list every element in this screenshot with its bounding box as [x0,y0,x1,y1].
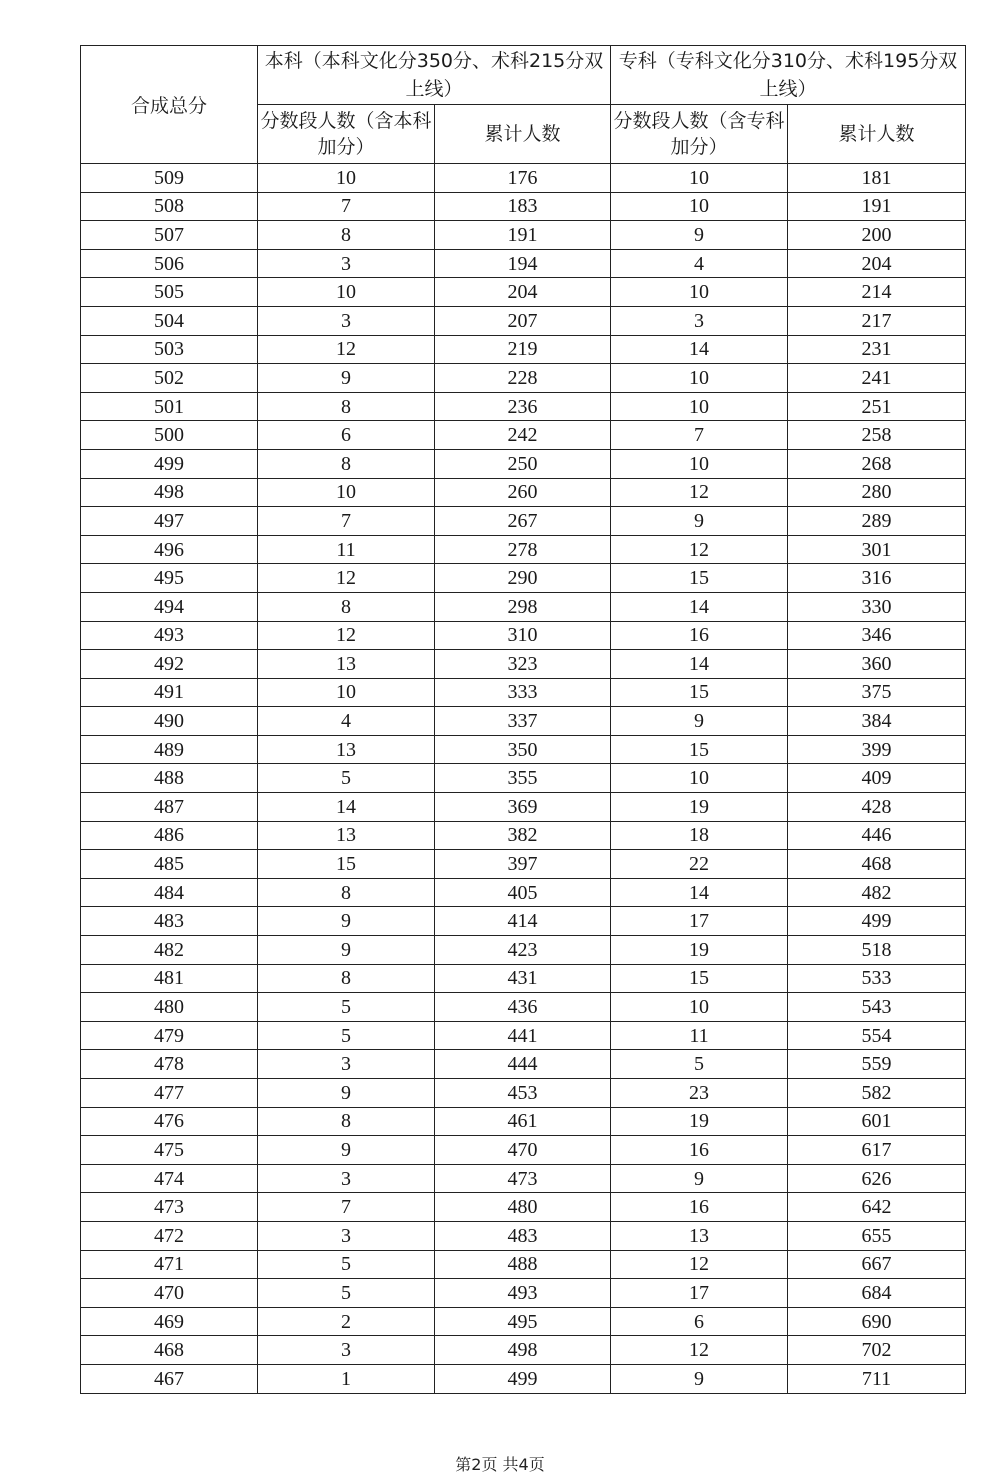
cell-undergrad-band: 10 [258,678,435,707]
cell-junior-band: 10 [611,164,788,193]
cell-undergrad-cumulative: 369 [435,793,611,822]
cell-total-score: 504 [81,306,258,335]
table-row [81,164,966,193]
cell-junior-cumulative: 191 [788,192,966,221]
cell-junior-band: 11 [611,1021,788,1050]
cell-undergrad-cumulative: 204 [435,278,611,307]
cell-total-score: 505 [81,278,258,307]
cell-undergrad-cumulative: 333 [435,678,611,707]
cell-total-score: 509 [81,164,258,193]
cell-undergrad-cumulative: 431 [435,964,611,993]
header-undergrad-cumulative: 累计人数 [435,105,611,164]
cell-junior-band: 16 [611,621,788,650]
table-row [81,1021,966,1050]
cell-undergrad-band: 3 [258,1336,435,1365]
cell-undergrad-band: 8 [258,221,435,250]
cell-junior-cumulative: 204 [788,249,966,278]
cell-junior-cumulative: 280 [788,478,966,507]
table-row [81,907,966,936]
cell-undergrad-band: 12 [258,564,435,593]
score-distribution-table [80,45,966,1394]
cell-undergrad-cumulative: 183 [435,192,611,221]
cell-undergrad-band: 5 [258,1279,435,1308]
cell-total-score: 495 [81,564,258,593]
cell-junior-band: 17 [611,1279,788,1308]
table-row [81,1364,966,1393]
table-row [81,1279,966,1308]
cell-junior-band: 14 [611,335,788,364]
table-row [81,1193,966,1222]
table-row [81,1107,966,1136]
cell-undergrad-cumulative: 355 [435,764,611,793]
cell-undergrad-band: 5 [258,764,435,793]
cell-junior-band: 9 [611,1364,788,1393]
cell-undergrad-band: 9 [258,907,435,936]
table-row [81,1079,966,1108]
cell-undergrad-cumulative: 495 [435,1307,611,1336]
cell-undergrad-cumulative: 278 [435,535,611,564]
cell-undergrad-cumulative: 219 [435,335,611,364]
cell-undergrad-cumulative: 310 [435,621,611,650]
cell-junior-cumulative: 251 [788,392,966,421]
table-row [81,878,966,907]
cell-total-score: 473 [81,1193,258,1222]
page-number: 第2页 共4页 [455,1455,545,1474]
cell-junior-band: 22 [611,850,788,879]
cell-total-score: 469 [81,1307,258,1336]
cell-undergrad-band: 9 [258,936,435,965]
cell-junior-band: 10 [611,278,788,307]
cell-junior-cumulative: 268 [788,449,966,478]
cell-junior-cumulative: 346 [788,621,966,650]
cell-total-score: 468 [81,1336,258,1365]
cell-junior-band: 3 [611,306,788,335]
table-row [81,821,966,850]
cell-junior-cumulative: 617 [788,1136,966,1165]
cell-undergrad-band: 9 [258,364,435,393]
cell-undergrad-band: 5 [258,1250,435,1279]
cell-junior-cumulative: 626 [788,1164,966,1193]
cell-junior-band: 4 [611,249,788,278]
cell-junior-cumulative: 655 [788,1221,966,1250]
cell-junior-cumulative: 316 [788,564,966,593]
table-row [81,478,966,507]
cell-junior-band: 9 [611,221,788,250]
cell-total-score: 508 [81,192,258,221]
cell-junior-cumulative: 214 [788,278,966,307]
cell-undergrad-band: 13 [258,735,435,764]
table-row [81,1164,966,1193]
cell-undergrad-band: 9 [258,1136,435,1165]
cell-junior-band: 14 [611,878,788,907]
cell-junior-cumulative: 200 [788,221,966,250]
cell-undergrad-band: 3 [258,249,435,278]
table-row [81,335,966,364]
cell-total-score: 506 [81,249,258,278]
cell-undergrad-band: 3 [258,1164,435,1193]
cell-undergrad-band: 13 [258,821,435,850]
cell-undergrad-band: 7 [258,1193,435,1222]
table-row [81,421,966,450]
cell-junior-cumulative: 499 [788,907,966,936]
cell-undergrad-band: 12 [258,335,435,364]
cell-junior-band: 12 [611,535,788,564]
cell-junior-cumulative: 375 [788,678,966,707]
cell-undergrad-cumulative: 480 [435,1193,611,1222]
table-row [81,764,966,793]
cell-total-score: 497 [81,507,258,536]
cell-undergrad-band: 3 [258,1050,435,1079]
cell-undergrad-band: 8 [258,392,435,421]
cell-total-score: 507 [81,221,258,250]
cell-undergrad-band: 7 [258,192,435,221]
cell-total-score: 503 [81,335,258,364]
table-row [81,707,966,736]
cell-undergrad-band: 10 [258,278,435,307]
cell-undergrad-band: 4 [258,707,435,736]
cell-undergrad-cumulative: 298 [435,592,611,621]
cell-undergrad-band: 8 [258,964,435,993]
cell-total-score: 487 [81,793,258,822]
table-row [81,850,966,879]
table-row [81,993,966,1022]
cell-undergrad-cumulative: 337 [435,707,611,736]
table-body [81,164,966,1394]
table-row [81,392,966,421]
cell-undergrad-cumulative: 470 [435,1136,611,1165]
cell-undergrad-cumulative: 260 [435,478,611,507]
cell-junior-cumulative: 301 [788,535,966,564]
header-junior-group: 专科（专科文化分310分、术科195分双上线） [611,46,966,105]
cell-junior-band: 10 [611,449,788,478]
cell-undergrad-cumulative: 250 [435,449,611,478]
header-row-group [81,46,966,105]
cell-junior-band: 9 [611,507,788,536]
table-row [81,650,966,679]
table-row [81,507,966,536]
table-row [81,249,966,278]
cell-total-score: 483 [81,907,258,936]
cell-undergrad-cumulative: 194 [435,249,611,278]
cell-junior-cumulative: 711 [788,1364,966,1393]
cell-junior-band: 9 [611,1164,788,1193]
cell-total-score: 478 [81,1050,258,1079]
cell-undergrad-band: 6 [258,421,435,450]
cell-total-score: 467 [81,1364,258,1393]
cell-junior-cumulative: 667 [788,1250,966,1279]
cell-junior-cumulative: 642 [788,1193,966,1222]
cell-junior-band: 16 [611,1193,788,1222]
cell-total-score: 491 [81,678,258,707]
cell-undergrad-cumulative: 228 [435,364,611,393]
cell-undergrad-band: 15 [258,850,435,879]
table-row [81,735,966,764]
cell-junior-cumulative: 559 [788,1050,966,1079]
cell-junior-band: 14 [611,650,788,679]
cell-junior-cumulative: 409 [788,764,966,793]
cell-total-score: 476 [81,1107,258,1136]
table-row [81,535,966,564]
cell-junior-cumulative: 554 [788,1021,966,1050]
cell-total-score: 471 [81,1250,258,1279]
cell-junior-cumulative: 690 [788,1307,966,1336]
table-row [81,964,966,993]
cell-junior-band: 23 [611,1079,788,1108]
cell-undergrad-band: 9 [258,1079,435,1108]
cell-total-score: 492 [81,650,258,679]
cell-junior-cumulative: 543 [788,993,966,1022]
cell-junior-band: 17 [611,907,788,936]
header-undergrad-band: 分数段人数（含本科加分） [258,105,435,164]
cell-junior-band: 10 [611,392,788,421]
cell-junior-cumulative: 241 [788,364,966,393]
cell-junior-band: 5 [611,1050,788,1079]
cell-undergrad-cumulative: 414 [435,907,611,936]
cell-undergrad-cumulative: 444 [435,1050,611,1079]
cell-junior-cumulative: 601 [788,1107,966,1136]
cell-undergrad-cumulative: 499 [435,1364,611,1393]
cell-junior-band: 15 [611,678,788,707]
cell-undergrad-cumulative: 382 [435,821,611,850]
cell-undergrad-band: 3 [258,306,435,335]
cell-undergrad-band: 14 [258,793,435,822]
table-row [81,793,966,822]
cell-junior-cumulative: 360 [788,650,966,679]
cell-junior-band: 10 [611,993,788,1022]
cell-junior-band: 9 [611,707,788,736]
cell-undergrad-cumulative: 350 [435,735,611,764]
cell-total-score: 480 [81,993,258,1022]
cell-undergrad-cumulative: 483 [435,1221,611,1250]
cell-junior-band: 13 [611,1221,788,1250]
cell-undergrad-cumulative: 323 [435,650,611,679]
header-undergrad-group: 本科（本科文化分350分、术科215分双上线） [258,46,611,105]
cell-junior-band: 16 [611,1136,788,1165]
cell-undergrad-cumulative: 436 [435,993,611,1022]
cell-undergrad-band: 8 [258,1107,435,1136]
cell-junior-band: 15 [611,964,788,993]
cell-junior-band: 19 [611,936,788,965]
cell-undergrad-band: 13 [258,650,435,679]
cell-undergrad-band: 8 [258,592,435,621]
cell-undergrad-band: 5 [258,993,435,1022]
cell-total-score: 498 [81,478,258,507]
cell-total-score: 479 [81,1021,258,1050]
cell-total-score: 496 [81,535,258,564]
table-row [81,1221,966,1250]
table-row [81,364,966,393]
table-row [81,564,966,593]
cell-junior-cumulative: 428 [788,793,966,822]
table-row [81,592,966,621]
cell-undergrad-cumulative: 488 [435,1250,611,1279]
cell-undergrad-cumulative: 498 [435,1336,611,1365]
cell-undergrad-band: 8 [258,449,435,478]
cell-total-score: 490 [81,707,258,736]
cell-total-score: 488 [81,764,258,793]
cell-undergrad-cumulative: 267 [435,507,611,536]
cell-total-score: 484 [81,878,258,907]
cell-junior-cumulative: 181 [788,164,966,193]
cell-undergrad-cumulative: 397 [435,850,611,879]
table-row [81,1250,966,1279]
cell-junior-band: 19 [611,793,788,822]
cell-undergrad-band: 10 [258,164,435,193]
cell-junior-band: 10 [611,192,788,221]
cell-junior-cumulative: 533 [788,964,966,993]
cell-undergrad-band: 5 [258,1021,435,1050]
cell-total-score: 474 [81,1164,258,1193]
cell-junior-cumulative: 330 [788,592,966,621]
cell-junior-cumulative: 684 [788,1279,966,1308]
table-row [81,1336,966,1365]
table-row [81,306,966,335]
cell-total-score: 501 [81,392,258,421]
cell-junior-band: 10 [611,764,788,793]
cell-undergrad-band: 12 [258,621,435,650]
cell-junior-cumulative: 231 [788,335,966,364]
cell-junior-band: 12 [611,1250,788,1279]
cell-junior-cumulative: 446 [788,821,966,850]
cell-junior-cumulative: 217 [788,306,966,335]
cell-undergrad-band: 1 [258,1364,435,1393]
table-row [81,278,966,307]
cell-undergrad-band: 3 [258,1221,435,1250]
cell-junior-cumulative: 258 [788,421,966,450]
table-row [81,936,966,965]
cell-junior-band: 12 [611,478,788,507]
cell-junior-band: 6 [611,1307,788,1336]
table-row [81,621,966,650]
cell-junior-band: 18 [611,821,788,850]
header-junior-cumulative: 累计人数 [788,105,966,164]
cell-undergrad-cumulative: 176 [435,164,611,193]
table-row [81,1307,966,1336]
cell-total-score: 482 [81,936,258,965]
cell-undergrad-cumulative: 441 [435,1021,611,1050]
cell-total-score: 502 [81,364,258,393]
cell-undergrad-band: 10 [258,478,435,507]
cell-total-score: 486 [81,821,258,850]
cell-total-score: 481 [81,964,258,993]
cell-total-score: 500 [81,421,258,450]
table-row [81,449,966,478]
cell-undergrad-cumulative: 461 [435,1107,611,1136]
table-row [81,1050,966,1079]
cell-undergrad-cumulative: 290 [435,564,611,593]
cell-junior-band: 15 [611,564,788,593]
header-total-score: 合成总分 [81,46,258,164]
cell-total-score: 499 [81,449,258,478]
cell-junior-band: 14 [611,592,788,621]
cell-total-score: 477 [81,1079,258,1108]
cell-junior-cumulative: 702 [788,1336,966,1365]
cell-junior-band: 12 [611,1336,788,1365]
cell-undergrad-band: 2 [258,1307,435,1336]
table-row [81,1136,966,1165]
cell-total-score: 493 [81,621,258,650]
cell-junior-cumulative: 399 [788,735,966,764]
cell-total-score: 485 [81,850,258,879]
cell-junior-band: 10 [611,364,788,393]
cell-total-score: 470 [81,1279,258,1308]
cell-undergrad-cumulative: 473 [435,1164,611,1193]
header-junior-band: 分数段人数（含专科加分） [611,105,788,164]
cell-junior-cumulative: 482 [788,878,966,907]
cell-undergrad-cumulative: 493 [435,1279,611,1308]
cell-junior-band: 15 [611,735,788,764]
cell-undergrad-cumulative: 453 [435,1079,611,1108]
cell-undergrad-band: 11 [258,535,435,564]
cell-total-score: 494 [81,592,258,621]
cell-junior-band: 19 [611,1107,788,1136]
cell-undergrad-cumulative: 207 [435,306,611,335]
table-row [81,192,966,221]
cell-junior-cumulative: 582 [788,1079,966,1108]
cell-undergrad-band: 8 [258,878,435,907]
cell-undergrad-cumulative: 423 [435,936,611,965]
cell-total-score: 489 [81,735,258,764]
table-row [81,221,966,250]
cell-undergrad-cumulative: 236 [435,392,611,421]
cell-undergrad-cumulative: 191 [435,221,611,250]
cell-total-score: 472 [81,1221,258,1250]
cell-undergrad-cumulative: 242 [435,421,611,450]
cell-junior-cumulative: 289 [788,507,966,536]
cell-junior-cumulative: 468 [788,850,966,879]
cell-junior-band: 7 [611,421,788,450]
cell-total-score: 475 [81,1136,258,1165]
table-row [81,678,966,707]
cell-junior-cumulative: 518 [788,936,966,965]
cell-junior-cumulative: 384 [788,707,966,736]
cell-undergrad-band: 7 [258,507,435,536]
cell-undergrad-cumulative: 405 [435,878,611,907]
